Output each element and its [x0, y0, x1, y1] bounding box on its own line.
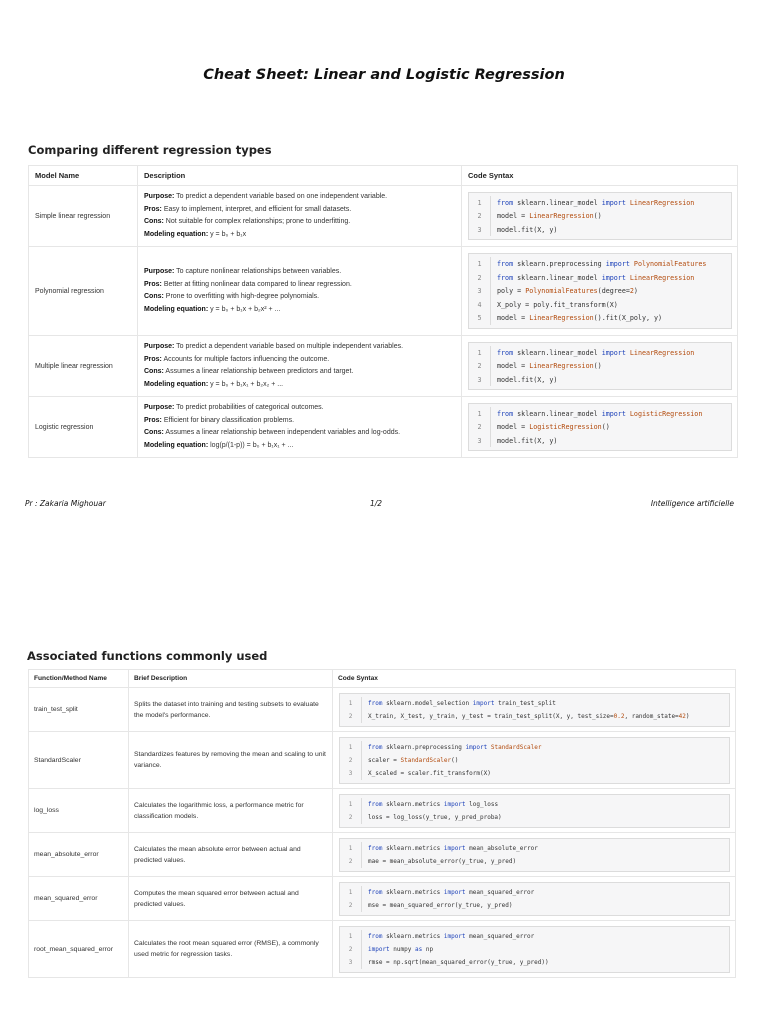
model-name: Logistic regression	[29, 397, 138, 458]
function-name: log_loss	[29, 789, 129, 833]
code-block[interactable]: 1 from sklearn.preprocessing import StandardScaler 2 scaler = StandardScaler() 3 X_scaled = scaler.fit_transform(X)	[339, 737, 730, 784]
section-title-associated-functions: Associated functions commonly used	[27, 649, 268, 663]
code-line: X_scaled = scaler.fit_transform(X)	[368, 769, 491, 777]
function-description: Calculates the root mean squared error (RMSE), a commonly used metric for regression tasks.	[129, 921, 333, 978]
code-block[interactable]: 1 from sklearn.linear_model import LogisticRegression 2 model = LogisticRegression() 3 model.fit(X, y)	[468, 403, 732, 452]
table-row	[29, 833, 736, 877]
code-block[interactable]: 1 from sklearn.metrics import mean_squared_error 2 mse = mean_squared_error(y_true, y_pred)	[339, 882, 730, 916]
code-line: from sklearn.model_selection import train_test_split	[368, 699, 556, 707]
code-line: from sklearn.metrics import mean_squared_error	[368, 932, 535, 940]
code-line: model = LinearRegression()	[497, 362, 602, 370]
table-row	[29, 688, 736, 732]
code-block[interactable]: 1 from sklearn.metrics import log_loss 2 loss = log_loss(y_true, y_pred_proba)	[339, 794, 730, 828]
code-block[interactable]: 1 from sklearn.linear_model import LinearRegression 2 model = LinearRegression() 3 model.fit(X, y)	[468, 192, 732, 241]
table-row	[29, 397, 738, 458]
model-description: Purpose: To predict probabilities of categorical outcomes. Pros: Efficient for binary classification problems. Cons: Assumes a linear relationship between independent variables and log-odds. Modeling equation: log(p/(1-p)) = b₀ + b₁x₁ + ...	[138, 397, 462, 458]
function-name: root_mean_squared_error	[29, 921, 129, 978]
section-title-regression-types: Comparing different regression types	[28, 143, 272, 157]
code-block[interactable]: 1 from sklearn.model_selection import train_test_split 2 X_train, X_test, y_train, y_test = train_test_split(X, y, test_size=0.2, random_state=42)	[339, 693, 730, 727]
table-header-row	[29, 166, 738, 186]
header-brief-description: Brief Description	[129, 670, 333, 688]
code-line: from sklearn.metrics import mean_absolute_error	[368, 844, 538, 852]
table-row	[29, 247, 738, 336]
table-row	[29, 732, 736, 789]
code-line: from sklearn.linear_model import LinearRegression	[497, 273, 695, 282]
model-description: Purpose: To predict a dependent variable based on multiple independent variables. Pros: Accounts for multiple factors influencing the outcome. Cons: Assumes a linear relationship between predictors and target. Modeling equation: y = b₀ + b₁x₁ + b₂x₂ + ...	[138, 336, 462, 397]
code-line: rmse = np.sqrt(mean_squared_error(y_true, y_pred))	[368, 958, 549, 966]
code-line: mae = mean_absolute_error(y_true, y_pred)	[368, 857, 517, 865]
function-name: train_test_split	[29, 688, 129, 732]
code-block[interactable]: 1 from sklearn.linear_model import LinearRegression 2 model = LinearRegression() 3 model.fit(X, y)	[468, 342, 732, 391]
function-name: mean_absolute_error	[29, 833, 129, 877]
function-description: Calculates the mean absolute error between actual and predicted values.	[129, 833, 333, 877]
code-line: X_poly = poly.fit_transform(X)	[497, 300, 618, 309]
model-description: Purpose: To capture nonlinear relationships between variables. Pros: Better at fitting nonlinear data compared to linear regression. Cons: Prone to overfitting with high-degree polynomials. Modeling equation: y = b₀ + b₁x + b₂x² + ...	[138, 247, 462, 336]
code-line: poly = PolynomialFeatures(degree=2)	[497, 287, 638, 295]
function-description: Calculates the logarithmic loss, a performance metric for classification models.	[129, 789, 333, 833]
code-line: mse = mean_squared_error(y_true, y_pred)	[368, 901, 513, 909]
footer-author: Pr : Zakaria Mighouar	[25, 499, 106, 508]
header-function-name: Function/Method Name	[29, 670, 129, 688]
model-name: Multiple linear regression	[29, 336, 138, 397]
function-description: Computes the mean squared error between actual and predicted values.	[129, 877, 333, 921]
code-line: model = LinearRegression().fit(X_poly, y)	[497, 314, 663, 322]
code-block[interactable]: 1 from sklearn.preprocessing import PolynomialFeatures 2 from sklearn.linear_model import LinearRegression 3 poly = PolynomialFeatures(degree=2) 4 X_poly = poly.fit_transform(X) 5 model = LinearRegression().fit(X_poly, y)	[468, 253, 732, 329]
function-description: Splits the dataset into training and testing subsets to evaluate the model's performance.	[129, 688, 333, 732]
code-line: from sklearn.linear_model import LinearRegression	[497, 198, 695, 207]
code-line: model.fit(X, y)	[497, 375, 558, 384]
code-line: from sklearn.metrics import log_loss	[368, 800, 499, 808]
code-block[interactable]: 1 from sklearn.metrics import mean_squared_error 2 import numpy as np 3 rmse = np.sqrt(mean_squared_error(y_true, y_pred))	[339, 926, 730, 973]
code-line: model = LinearRegression()	[497, 212, 602, 220]
code-line: model.fit(X, y)	[497, 436, 558, 445]
code-block[interactable]: 1 from sklearn.metrics import mean_absolute_error 2 mae = mean_absolute_error(y_true, y_pred)	[339, 838, 730, 872]
table-header-row	[29, 670, 736, 688]
code-line: from sklearn.preprocessing import StandardScaler	[368, 743, 542, 751]
footer-page-number: 1/2	[370, 499, 383, 508]
code-line: from sklearn.metrics import mean_squared_error	[368, 888, 535, 896]
footer-course: Intelligence artificielle	[650, 499, 734, 508]
model-name: Polynomial regression	[29, 247, 138, 336]
model-name: Simple linear regression	[29, 186, 138, 247]
code-line: scaler = StandardScaler()	[368, 756, 459, 764]
code-line: from sklearn.preprocessing import PolynomialFeatures	[497, 260, 707, 268]
table-row	[29, 186, 738, 247]
header-code-syntax: Code Syntax	[333, 670, 736, 688]
associated-functions-table	[28, 669, 736, 978]
model-description: Purpose: To predict a dependent variable based on one independent variable. Pros: Easy to implement, interpret, and efficient for small datasets. Cons: Not suitable for complex relationships; prone to underfitting. Modeling equation: y = b₀ + b₁x	[138, 186, 462, 247]
page-title: Cheat Sheet: Linear and Logistic Regression	[203, 67, 565, 83]
code-line: from sklearn.linear_model import LinearRegression	[497, 348, 695, 357]
function-description: Standardizes features by removing the mean and scaling to unit variance.	[129, 732, 333, 789]
code-line: loss = log_loss(y_true, y_pred_proba)	[368, 813, 502, 821]
function-name: StandardScaler	[29, 732, 129, 789]
code-line: model = LogisticRegression()	[497, 423, 610, 431]
code-line: from sklearn.linear_model import LogisticRegression	[497, 409, 703, 418]
header-code-syntax: Code Syntax	[462, 166, 738, 186]
code-line: model.fit(X, y)	[497, 225, 558, 234]
header-description: Description	[138, 166, 462, 186]
table-row	[29, 921, 736, 978]
header-model-name: Model Name	[29, 166, 138, 186]
table-row	[29, 789, 736, 833]
table-row	[29, 336, 738, 397]
regression-types-table	[28, 165, 738, 458]
code-line: X_train, X_test, y_train, y_test = train_test_split(X, y, test_size=0.2, random_state=42)	[368, 712, 690, 720]
code-line: import numpy as np	[368, 945, 434, 953]
function-name: mean_squared_error	[29, 877, 129, 921]
table-row	[29, 877, 736, 921]
